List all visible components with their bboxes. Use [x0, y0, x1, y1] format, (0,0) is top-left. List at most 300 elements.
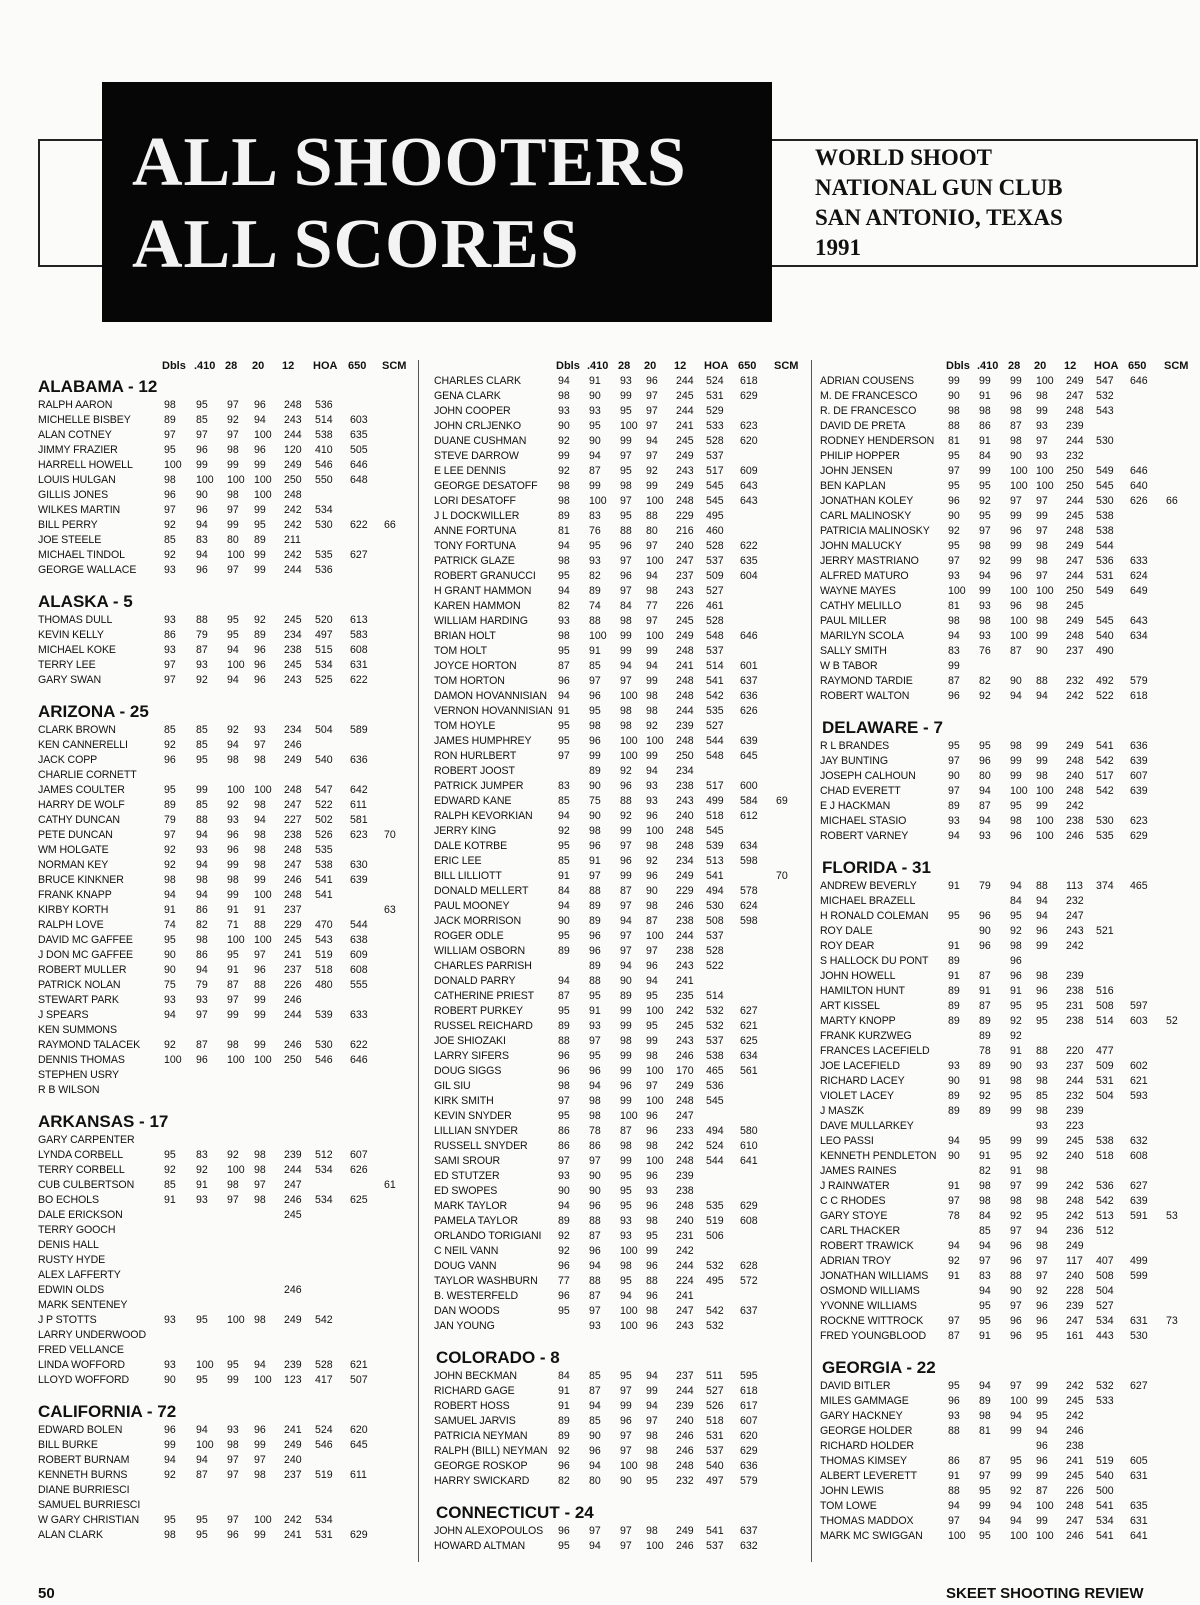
score-row	[436, 644, 806, 659]
shooter-name: GARY CARPENTER	[38, 1134, 135, 1146]
gauge28-score: 95	[227, 949, 239, 961]
score-row	[822, 814, 1192, 829]
dbls-score: 94	[558, 975, 570, 987]
gauge20-score: 96	[1036, 1315, 1048, 1327]
gauge12-score: 245	[1066, 510, 1084, 522]
shooter-name: ERIC LEE	[434, 855, 482, 867]
dbls-score: 89	[948, 1105, 960, 1117]
dot410-score: 91	[979, 1330, 991, 1342]
gauge12-score: 248	[676, 840, 694, 852]
dbls-score: 86	[948, 1455, 960, 1467]
gauge12-score: 239	[676, 1170, 694, 1182]
score-row	[38, 473, 410, 488]
gauge20-score: 98	[1036, 540, 1048, 552]
gauge12-score: 244	[1066, 1075, 1084, 1087]
score-row	[436, 749, 806, 764]
score-row	[436, 1109, 806, 1124]
gauge20-score: 95	[1036, 1410, 1048, 1422]
gauge20-score: 94	[646, 1400, 658, 1412]
gauge12-score: 249	[284, 1314, 302, 1326]
hoa-score: 537	[706, 450, 724, 462]
gauge28-score: 96	[1010, 970, 1022, 982]
shooter-name: CATHERINE PRIEST	[434, 990, 535, 1002]
total650-score: 625	[740, 1035, 758, 1047]
score-row	[38, 503, 410, 518]
gauge20-score: 95	[646, 990, 658, 1002]
score-row	[436, 1064, 806, 1079]
dbls-score: 90	[558, 1185, 570, 1197]
score-row	[436, 404, 806, 419]
gauge28-score: 96	[1010, 1315, 1022, 1327]
dot410-score: 89	[979, 1105, 991, 1117]
dot410-score: 98	[979, 1195, 991, 1207]
gauge28-score: 100	[1010, 785, 1028, 797]
total650-score: 630	[350, 859, 368, 871]
dot410-score: 97	[589, 1035, 601, 1047]
hoa-score: 544	[706, 1155, 724, 1167]
gauge12-score: 245	[676, 390, 694, 402]
gauge20-score: 87	[646, 915, 658, 927]
gauge12-score: 239	[676, 720, 694, 732]
shooter-name: JOHN LEWIS	[820, 1485, 884, 1497]
dot410-score: 94	[589, 1400, 601, 1412]
scm-score: 61	[384, 1179, 396, 1191]
dot410-score: 93	[979, 600, 991, 612]
shooter-name: PATRICIA MALINOSKY	[820, 525, 930, 537]
shooter-name: JOE LACEFIELD	[820, 1060, 900, 1072]
score-row	[822, 1314, 1192, 1329]
dot410-score: 88	[589, 975, 601, 987]
dot410-score: 97	[979, 1255, 991, 1267]
score-row	[822, 1254, 1192, 1269]
shooter-name: CATHY MELILLO	[820, 600, 902, 612]
dbls-score: 95	[558, 1005, 570, 1017]
gauge20-score: 99	[646, 1035, 658, 1047]
hoa-score: 494	[706, 1125, 724, 1137]
subtitle-event: WORLD SHOOT	[815, 145, 993, 170]
hoa-score: 515	[315, 644, 333, 656]
dbls-score: 84	[558, 1370, 570, 1382]
total650-score: 642	[350, 784, 368, 796]
score-row	[822, 1284, 1192, 1299]
dbls-score: 97	[558, 1155, 570, 1167]
score-row	[38, 658, 410, 673]
gauge28-score: 95	[227, 629, 239, 641]
dot410-score: 99	[979, 1500, 991, 1512]
shooter-name: C NEIL VANN	[434, 1245, 499, 1257]
dot410-score: 87	[589, 1230, 601, 1242]
dot410-score: 97	[589, 675, 601, 687]
gauge20-score: 97	[646, 945, 658, 957]
gauge12-score: 226	[1066, 1485, 1084, 1497]
gauge20-score: 99	[1036, 405, 1048, 417]
gauge28-score: 94	[1010, 1515, 1022, 1527]
dbls-score: 89	[164, 414, 176, 426]
score-row	[822, 659, 1192, 674]
score-row	[436, 1539, 806, 1554]
total650-score: 646	[740, 630, 758, 642]
gauge12-score: 238	[676, 1185, 694, 1197]
gauge28-score: 98	[620, 1260, 632, 1272]
score-row	[38, 413, 410, 428]
dbls-score: 97	[164, 829, 176, 841]
shooter-name: NORMAN KEY	[38, 859, 109, 871]
dbls-score: 90	[948, 1075, 960, 1087]
hoa-score: 545	[706, 1095, 724, 1107]
gauge28-score: 97	[1010, 1225, 1022, 1237]
total650-score: 612	[740, 810, 758, 822]
score-row	[436, 509, 806, 524]
dbls-score: 92	[558, 435, 570, 447]
dot410-score: 96	[589, 1245, 601, 1257]
score-row	[822, 1379, 1192, 1394]
dot410-score: 94	[979, 1380, 991, 1392]
shooter-name: DOUG VANN	[434, 1260, 497, 1272]
gauge12-score: 113	[1066, 880, 1083, 892]
dot410-score: 91	[979, 435, 991, 447]
header-hoa: HOA	[704, 360, 729, 372]
gauge12-score: 245	[1066, 1395, 1084, 1407]
dot410-score: 84	[979, 450, 991, 462]
gauge28-score: 95	[620, 1370, 632, 1382]
dbls-score: 96	[558, 1525, 570, 1537]
gauge28-score: 99	[1010, 555, 1022, 567]
gauge12-score: 232	[1066, 450, 1084, 462]
shooter-name: TONY FORTUNA	[434, 540, 516, 552]
dbls-score: 88	[948, 1485, 960, 1497]
hoa-score: 546	[315, 459, 333, 471]
gauge12-score: 242	[284, 504, 302, 516]
gauge20-score: 98	[1036, 1105, 1048, 1117]
dot410-score: 80	[979, 770, 991, 782]
gauge12-score: 249	[676, 630, 694, 642]
header-gauge28: 28	[1008, 360, 1021, 372]
hoa-score: 534	[315, 504, 333, 516]
total650-score: 620	[740, 435, 758, 447]
score-row	[822, 494, 1192, 509]
dot410-score: 92	[196, 674, 208, 686]
state-heading: COLORADO - 8	[436, 1348, 560, 1367]
gauge28-score: 95	[227, 1359, 239, 1371]
total650-score: 636	[740, 690, 758, 702]
hoa-score: 537	[706, 1445, 724, 1457]
shooter-name: ADRIAN TROY	[820, 1255, 892, 1267]
gauge28-score: 97	[620, 945, 632, 957]
gauge12-score: 244	[676, 405, 694, 417]
gauge28-score: 98	[620, 615, 632, 627]
score-row	[436, 944, 806, 959]
score-row	[38, 488, 410, 503]
score-row	[822, 584, 1192, 599]
total650-score: 622	[350, 674, 368, 686]
score-row	[38, 768, 410, 783]
dot410-score: 94	[196, 519, 208, 531]
gauge20-score: 100	[646, 495, 664, 507]
total650-score: 649	[1130, 585, 1148, 597]
gauge20-score: 96	[254, 399, 266, 411]
gauge20-score: 88	[1036, 880, 1048, 892]
dbls-score: 82	[558, 600, 570, 612]
score-row	[822, 939, 1192, 954]
scm-score: 53	[1166, 1210, 1178, 1222]
gauge28-score: 97	[620, 1385, 632, 1397]
score-row	[436, 1319, 806, 1334]
gauge12-score: 226	[284, 979, 302, 991]
gauge12-score: 243	[1066, 925, 1084, 937]
hoa-score: 534	[315, 659, 333, 671]
hoa-score: 535	[315, 844, 333, 856]
shooter-name: KEVIN KELLY	[38, 629, 104, 641]
shooter-name: ED SWOPES	[434, 1185, 498, 1197]
shooter-name: HARRELL HOWELL	[38, 459, 133, 471]
shooter-name: S HALLOCK DU PONT	[820, 955, 929, 967]
dbls-score: 92	[164, 844, 176, 856]
dbls-score: 96	[948, 495, 960, 507]
total650-score: 635	[1130, 1500, 1148, 1512]
dot410-score: 100	[589, 495, 607, 507]
score-row	[38, 1328, 410, 1343]
gauge12-score: 237	[676, 570, 694, 582]
dot410-score: 93	[196, 844, 208, 856]
total650-score: 505	[350, 444, 368, 456]
hoa-score: 531	[315, 1529, 333, 1541]
shooter-name: STEPHEN USRY	[38, 1069, 120, 1081]
dbls-score: 96	[948, 690, 960, 702]
dot410-score: 81	[979, 1425, 991, 1437]
gauge28-score: 100	[1010, 1395, 1028, 1407]
gauge20-score: 100	[1036, 785, 1054, 797]
shooter-name: KEN CANNERELLI	[38, 739, 128, 751]
shooter-name: RON HURLBERT	[434, 750, 517, 762]
shooter-name: DAVID DE PRETA	[820, 420, 906, 432]
gauge28-score: 99	[1010, 1470, 1022, 1482]
total650-score: 643	[740, 480, 758, 492]
gauge28-score: 96	[227, 829, 239, 841]
gauge12-score: 249	[676, 450, 694, 462]
dot410-score: 82	[196, 919, 208, 931]
gauge28-score: 90	[1010, 450, 1022, 462]
total650-score: 618	[1130, 690, 1148, 702]
gauge12-score: 243	[676, 1035, 694, 1047]
gauge12-score: 242	[1066, 1410, 1084, 1422]
gauge20-score: 99	[646, 645, 658, 657]
gauge20-score: 98	[646, 900, 658, 912]
shooter-name: ANDREW BEVERLY	[820, 880, 917, 892]
hoa-score: 535	[315, 549, 333, 561]
total650-score: 604	[740, 570, 758, 582]
dot410-score: 83	[589, 510, 601, 522]
dot410-score: 86	[589, 1140, 601, 1152]
gauge28-score: 96	[620, 780, 632, 792]
gauge28-score: 95	[1010, 910, 1022, 922]
gauge20-score: 100	[254, 1054, 272, 1066]
gauge28-score: 100	[1010, 465, 1028, 477]
gauge28-score: 95	[1010, 1000, 1022, 1012]
dbls-score: 87	[558, 660, 570, 672]
hoa-score: 531	[706, 1430, 724, 1442]
gauge28-score: 92	[1010, 1210, 1022, 1222]
shooter-name: VIOLET LACEY	[820, 1090, 894, 1102]
shooter-name: WAYNE MAYES	[820, 585, 896, 597]
gauge28-score: 99	[620, 645, 632, 657]
score-row	[436, 1049, 806, 1064]
score-row	[436, 1369, 806, 1384]
score-row	[436, 1414, 806, 1429]
dot410-score: 97	[196, 429, 208, 441]
shooter-name: CHARLES PARRISH	[434, 960, 532, 972]
shooter-name: GEORGE DESATOFF	[434, 480, 538, 492]
dbls-score: 98	[164, 874, 176, 886]
gauge12-score: 246	[284, 1194, 302, 1206]
total650-score: 530	[1130, 1330, 1148, 1342]
total650-score: 623	[740, 420, 758, 432]
dot410-score: 96	[589, 840, 601, 852]
score-row	[822, 1439, 1192, 1454]
total650-score: 602	[1130, 1060, 1148, 1072]
dbls-score: 96	[558, 1260, 570, 1272]
gauge28-score: 95	[620, 405, 632, 417]
gauge12-score: 240	[676, 1415, 694, 1427]
gauge28-score: 97	[620, 900, 632, 912]
hoa-score: 517	[706, 465, 724, 477]
dbls-score: 95	[558, 930, 570, 942]
gauge20-score: 100	[254, 489, 272, 501]
hoa-score: 530	[1096, 435, 1114, 447]
gauge28-score: 71	[227, 919, 239, 931]
gauge28-score: 97	[620, 495, 632, 507]
gauge28-score: 96	[1010, 1330, 1022, 1342]
gauge20-score: 99	[1036, 1135, 1048, 1147]
shooter-name: GARY HACKNEY	[820, 1410, 903, 1422]
total650-score: 578	[740, 885, 758, 897]
shooter-name: ALFRED MATURO	[820, 570, 909, 582]
dbls-score: 95	[558, 840, 570, 852]
dbls-score: 94	[558, 810, 570, 822]
hoa-score: 541	[315, 889, 333, 901]
gauge12-score: 229	[284, 919, 302, 931]
dot410-score: 95	[196, 754, 208, 766]
gauge28-score: 99	[227, 1009, 239, 1021]
hoa-score: 508	[1096, 1270, 1114, 1282]
dot410-score: 99	[196, 459, 208, 471]
gauge28-score: 87	[227, 979, 239, 991]
dbls-score: 93	[948, 815, 960, 827]
dbls-score: 87	[558, 990, 570, 1002]
gauge28-score: 94	[227, 674, 239, 686]
gauge28-score: 100	[1010, 630, 1028, 642]
gauge12-score: 245	[676, 615, 694, 627]
score-row	[822, 1149, 1192, 1164]
score-row	[436, 1094, 806, 1109]
dbls-score: 82	[558, 1475, 570, 1487]
dot410-score: 95	[979, 740, 991, 752]
score-row	[38, 1343, 410, 1358]
shooter-name: JAN YOUNG	[434, 1320, 495, 1332]
dot410-score: 94	[979, 1285, 991, 1297]
dot410-score: 90	[589, 810, 601, 822]
gauge12-score: 246	[1066, 830, 1084, 842]
hoa-score: 530	[1096, 495, 1114, 507]
dbls-score: 90	[558, 420, 570, 432]
shooter-name: ROBERT WALTON	[820, 690, 910, 702]
gauge12-score: 246	[284, 874, 302, 886]
score-row	[436, 1214, 806, 1229]
score-row	[822, 784, 1192, 799]
gauge12-score: 248	[1066, 1195, 1084, 1207]
score-row	[436, 1244, 806, 1259]
gauge20-score: 94	[646, 435, 658, 447]
gauge12-score: 244	[284, 429, 302, 441]
dbls-score: 99	[558, 450, 570, 462]
total650-score: 637	[740, 675, 758, 687]
hoa-score: 526	[315, 829, 333, 841]
score-row	[822, 954, 1192, 969]
score-row	[822, 1074, 1192, 1089]
total650-score: 621	[1130, 1075, 1148, 1087]
gauge12-score: 249	[1066, 1240, 1084, 1252]
gauge20-score: 100	[254, 1374, 272, 1386]
gauge28-score: 99	[1010, 755, 1022, 767]
gauge20-score: 98	[254, 1149, 266, 1161]
shooter-name: PAUL MILLER	[820, 615, 887, 627]
gauge12-score: 231	[676, 1230, 694, 1242]
score-row	[38, 723, 410, 738]
gauge28-score: 100	[620, 1460, 638, 1472]
dot410-score: 100	[196, 1359, 214, 1371]
total650-score: 595	[740, 1370, 758, 1382]
score-row	[822, 554, 1192, 569]
shooter-name: MARK TAYLOR	[434, 1200, 508, 1212]
header-dot410: .410	[977, 360, 999, 372]
hoa-score: 497	[706, 1475, 724, 1487]
score-row	[822, 1394, 1192, 1409]
dbls-score: 86	[558, 1140, 570, 1152]
dot410-score: 94	[979, 785, 991, 797]
gauge20-score: 96	[1036, 1300, 1048, 1312]
gauge28-score: 88	[1010, 1270, 1022, 1282]
score-row	[38, 903, 410, 918]
total650-score: 636	[1130, 740, 1148, 752]
gauge12-score: 241	[676, 420, 694, 432]
dbls-score: 94	[558, 690, 570, 702]
hoa-score: 528	[706, 945, 724, 957]
score-row	[38, 1313, 410, 1328]
gauge28-score: 98	[1010, 940, 1022, 952]
hoa-score: 527	[706, 1385, 724, 1397]
dbls-score: 95	[948, 480, 960, 492]
score-row	[436, 914, 806, 929]
header-hoa: HOA	[313, 360, 338, 372]
dot410-score: 94	[589, 1540, 601, 1552]
total650-score: 638	[350, 934, 368, 946]
gauge12-score: 245	[284, 934, 302, 946]
gauge28-score: 92	[227, 414, 239, 426]
dbls-score: 89	[948, 1000, 960, 1012]
hoa-score: 522	[706, 960, 724, 972]
dbls-score: 95	[948, 740, 960, 752]
hoa-score: 532	[1096, 390, 1114, 402]
dbls-score: 92	[558, 1445, 570, 1457]
shooter-name: H RONALD COLEMAN	[820, 910, 929, 922]
gauge28-score: 94	[227, 644, 239, 656]
score-row	[822, 1119, 1192, 1134]
dbls-score: 85	[558, 855, 570, 867]
shooter-name: SALLY SMITH	[820, 645, 887, 657]
shooter-name: CATHY DUNCAN	[38, 814, 120, 826]
gauge28-score: 97	[620, 840, 632, 852]
gauge20-score: 97	[1036, 1270, 1048, 1282]
header-gauge20: 20	[1034, 360, 1047, 372]
